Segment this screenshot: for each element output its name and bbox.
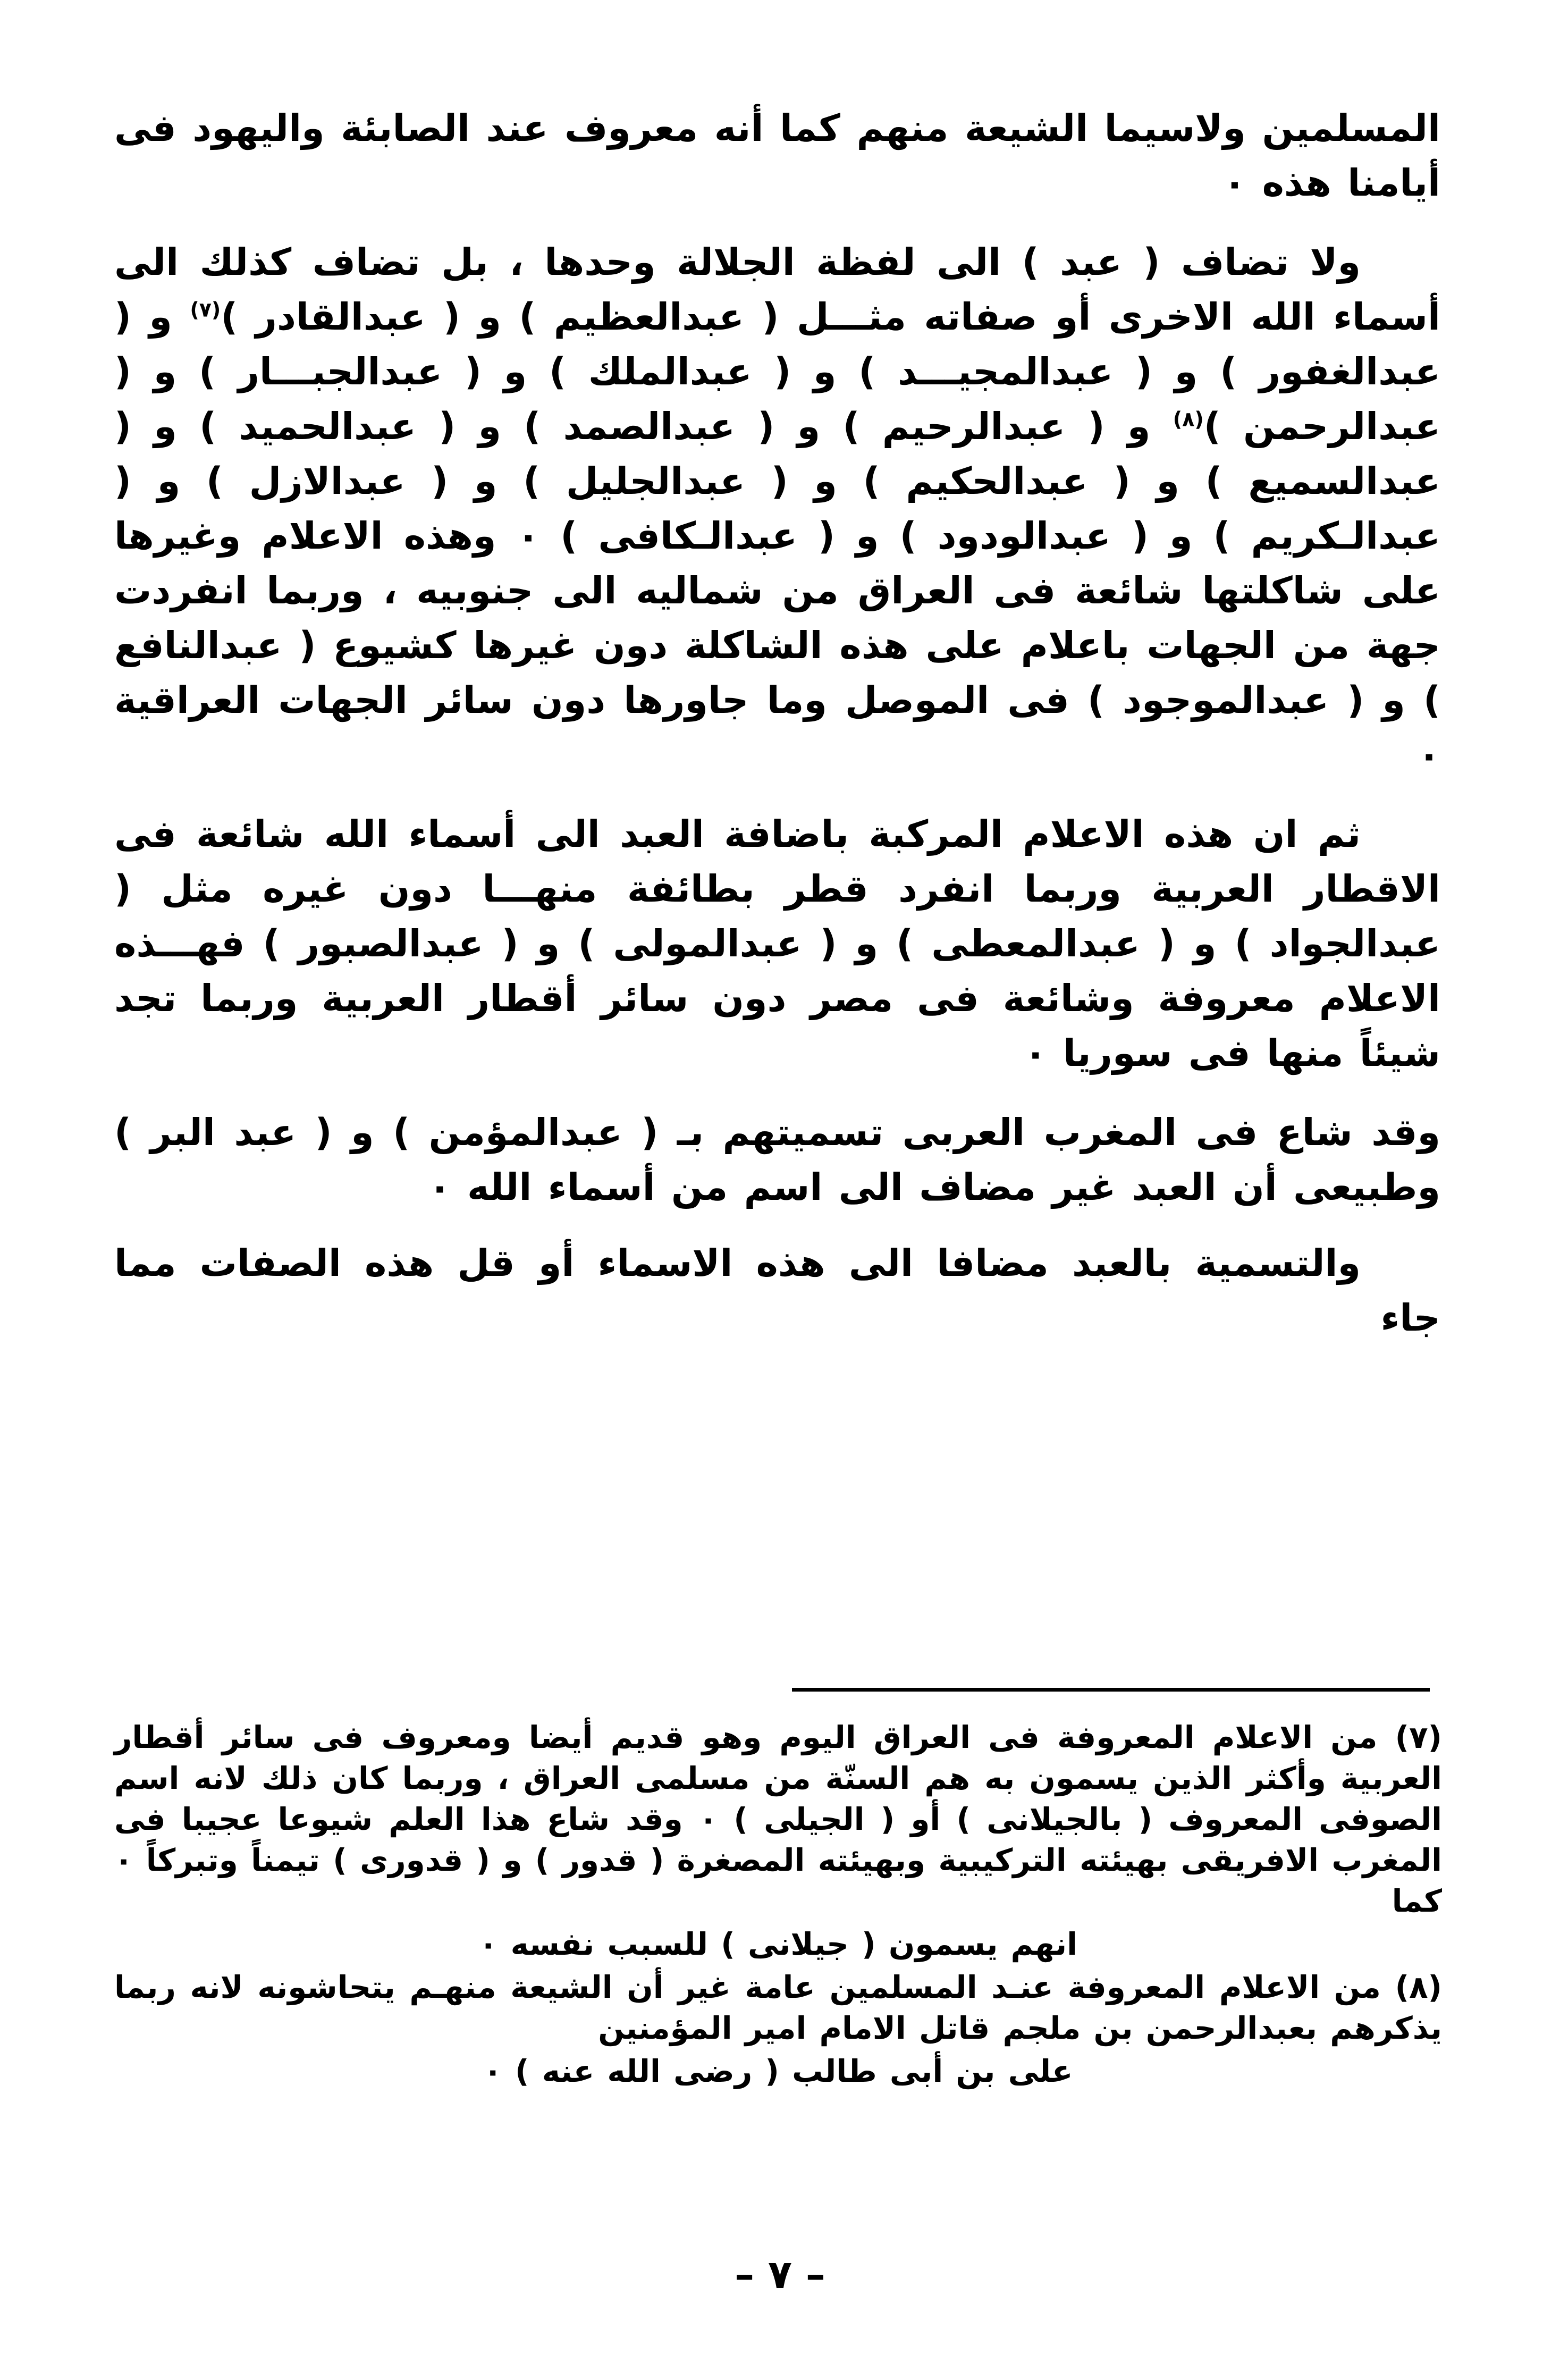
paragraph-2-segment-3: و ( عبدالرحيم ) و ( عبدالصمد ) و ( عبدالحميد ) و ( عبدالسميع ) و ( عبدالحكيم ) و ( عبدالجليل ) و ( عبدالازل ) و ( عبدالـكريم ) و ( عبدالودود ) و ( عبدالـكافى ) ٠ وهذه الاعلام وغيرها على شاكلتها شائعة فى العراق من شماليه الى جنوبيه ، وربما انفردت جهة من الجهات باعلام على هذه الشاكلة دون غيرها كشيوع ( عبدالنافع ) و ( عبدالموجود ) فى الموصل وما جاورها دون سائر الجهات العراقية ٠ xyxy=(114,405,1441,777)
paragraph-2-segment-1: ولا تضاف ( عبد ) الى لفظة الجلالة وحدها ، بل تضاف كذلك الى أسماء الله الاخرى أو صفاته مثـــل ( عبدالعظيم ) و ( عبدالقادر ) xyxy=(114,240,1440,339)
paragraph-4: وقد شاع فى المغرب العربى تسميتهم بـ ( عبدالمؤمن ) و ( عبد البر ) وطبيعى أن العبد غير مضاف الى اسم من أسماء الله ٠ xyxy=(114,1111,1440,1209)
page-number: ‏– ٧ –‏ xyxy=(735,2252,825,2298)
footnote-7-body: (٧) من الاعلام المعروفة فى العراق اليوم وهو قديم أيضا ومعروف فى سائر أقطار العربية وأكثر الذين يسمون به هم السنّة من مسلمى العراق ، وربما كان ذلك لانه اسم الصوفى المعروف ( بالجيلانى ) أو ( الجيلى ) ٠ وقد شاع هذا العلم شيوعا عجيبا فى المغرب الافريقى بهيئته التركيبية وبهيئته المصغرة ( قدور ) و ( قدورى ) تيمناً وتبركاً ٠ كما xyxy=(114,1719,1442,1919)
paragraph-1: المسلمين ولاسيما الشيعة منهم كما أنه معروف عند الصابئة واليهود فى أيامنا هذه ٠ xyxy=(114,106,1440,205)
footnote-8-body: (٨) من الاعلام المعروفة عنـد المسلمين عامة غير أن الشيعة منهـم يتحاشونه لانه ربما يذكرهم بعبدالرحمن بن ملجم قاتل الامام امير المؤمنين xyxy=(114,1969,1442,2046)
footnote-marker-7[interactable]: (٧) xyxy=(190,298,221,322)
footnote-8-last-line: على بن أبى طالب ( رضى الله عنه ) ٠ xyxy=(483,2053,1073,2089)
footnote-marker-8[interactable]: (٨) xyxy=(1173,407,1204,431)
paragraph-2-segment-2: و ( عبدالغفور ) و ( عبدالمجيـــد ) و ( عبدالملك ) و ( عبدالجبـــار ) و ( عبدالرحمن ) xyxy=(114,295,1441,448)
footnote-separator-rule xyxy=(792,1688,1430,1692)
footnote-7-last-line: انهم يسمون ( جيلانى ) للسبب نفسه ٠ xyxy=(479,1926,1077,1962)
footnotes-block xyxy=(114,1717,1442,2094)
body-text-block xyxy=(114,101,1440,1345)
paragraph-5: والتسمية بالعبد مضافا الى هذه الاسماء أو قل هذه الصفات مما جاء xyxy=(114,1241,1440,1340)
paragraph-3: ثم ان هذه الاعلام المركبة باضافة العبد الى أسماء الله شائعة فى الاقطار العربية وربما انفرد قطر بطائفة منهـــا دون غيره مثل ( عبدالجواد ) و ( عبدالمعطى ) و ( عبدالمولى ) و ( عبدالصبور ) فهـــذه الاعلام معروفة وشائعة فى مصر دون سائر أقطار العربية وربما تجد شيئاً منها فى سوريا ٠ xyxy=(114,812,1440,1075)
paragraph-2 xyxy=(114,235,1440,783)
